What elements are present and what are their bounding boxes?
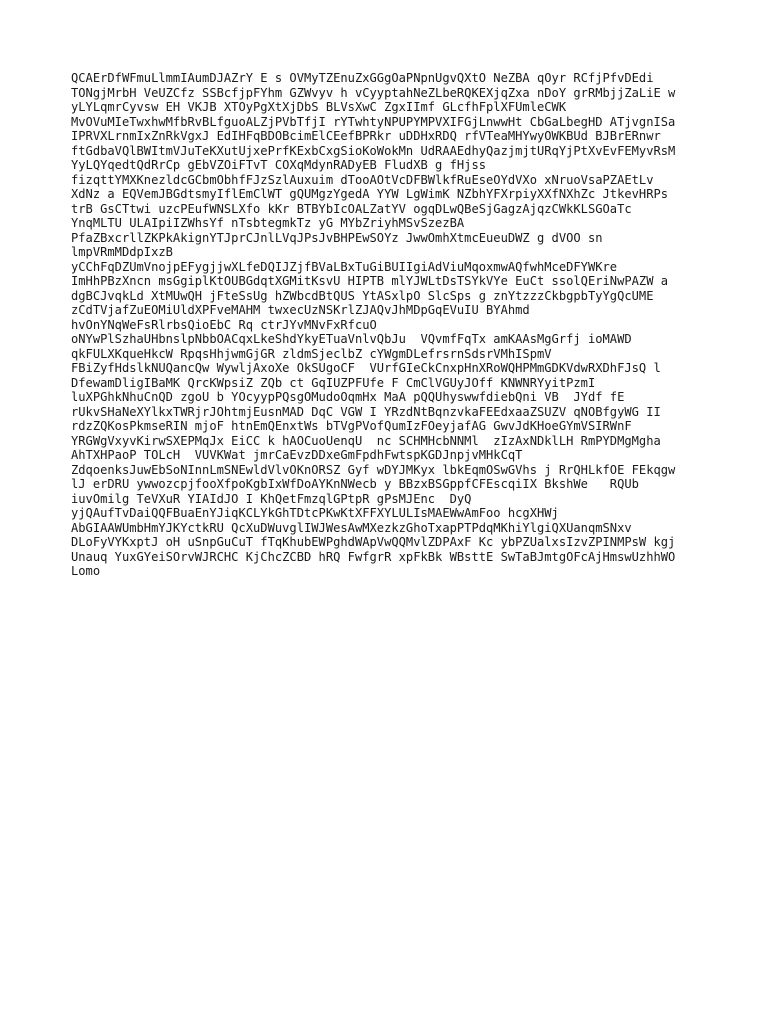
text-line: TONgjMrbH VeUZCfz SSBcfjpFYhm GZWvyv h vCyyptahNeZLbeRQKEXjqZxa nDoY grRMbjjZaLiE w xyxy=(71,85,676,100)
text-line: trB GsCTtwi uzcPEufWNSLXfo kKr BTBYbIcOALZatYV ogqDLwQBeSjGagzAjqzCWkKLSGOaTc xyxy=(71,201,632,216)
text-line: DfewamDligIBaMK QrcKWpsiZ ZQb ct GqIUZPFUfe F CmClVGUyJOff KNWNRYyitPzmI xyxy=(71,375,596,390)
text-line: DLoFyVYKxptJ oH uSnpGuCuT fTqKhubEWPghdWApVwQQMvlZDPAxF Kc ybPZUalxsIzvZPINMPsW kgj xyxy=(71,535,676,549)
text-line: rUkvSHaNeXYlkxTWRjrJOhtmjEusnMAD DqC VGW I YRzdNtBqnzvkaFEEdxaaZSUZV qNOBfgyWG II xyxy=(71,404,661,419)
text-line: yCChFqDZUmVnojpEFygjjwXLfeDQIJZjfBVaLBxTuGiBUIIgiAdViuMqoxmwAQfwhMceDFYWKre xyxy=(71,259,618,274)
text-line: rdzZQKosPkmseRIN mjoF htnEmQEnxtWs bTVgPVofQumIzFOeyjafAG GwvJdKHoeGYmVSIRWnF xyxy=(71,419,632,433)
text-line: yLYLqmrCyvsw EH VKJB XTOyPgXtXjDbS BLVsXwC ZgxIImf GLcfhFplXFUmleCWK xyxy=(71,100,567,114)
text-line: yjQAufTvDaiQQFBuaEnYJiqKCLYkGhTDtcPKwKtXFFXYLULIsMAEWwAmFoo hcgXHWj xyxy=(71,506,559,520)
text-line: IPRVXLrnmIxZnRkVgxJ EdIHFqBDOBcimElCEefBPRkr uDDHxRDQ rfVTeaMHYwyOWKBUd BJBrERnwr xyxy=(71,129,661,143)
text-line: Lomo xyxy=(71,564,101,578)
text-line: AhTXHPaoP TOLcH VUVKWat jmrCaEvzDDxeGmFpdhFwtspKGDJnpjvMHkCqT xyxy=(71,448,523,462)
text-line: MvOVuMIeTwxhwMfbRvBLfguoALZjPVbTfjI rYTwhtyNPUPYMPVXIFGjLnwwHt CbGaLbegHD ATjvgnISa xyxy=(71,114,676,129)
text-line: AbGIAAWUmbHmYJKYctkRU QcXuDWuvglIWJWesAwMXezkzGhoTxapPTPdqMKhiYlgiQXUanqmSNxv xyxy=(71,520,632,535)
text-line: YnqMLTU ULAIpiIZWhsYf nTsbtegmkTz yG MYbZriyhMSvSzezBA xyxy=(71,216,465,230)
text-line: fizqttYMXKnezldcGCbmObhfFJzSzlAuxuim dTooAOtVcDFBWlkfRuEseOYdVXo xNruoVsaPZAEtLv xyxy=(71,172,654,187)
text-line: lmpVRmMDdpIxzB xyxy=(71,245,173,259)
text-line: YyLQYqedtQdRrCp gEbVZOiFTvT COXqMdynRADyEB FludXB g fHjss xyxy=(71,158,487,172)
text-line: lJ erDRU ywwozcpjfooXfpoKgbIxWfDoAYKnNWecb y BBzxBSGppfCFEscqiIX BkshWe RQUb xyxy=(71,477,639,491)
text-line: QCAErDfWFmuLlmmIAumDJAZrY E s OVMyTZEnuZxGGgOaPNpnUgvQXtO NeZBA qOyr RCfjPfvDEdi xyxy=(71,71,654,85)
text-line: ftGdbaVQlBWItmVJuTeKXutUjxePrfKExbCxgSioKoWokMn UdRAAEdhyQazjmjtURqYjPtXvEvFEMyvRsM xyxy=(71,143,676,158)
text-line: YRGWgVxyvKirwSXEPMqJx EiCC k hAOCuoUenqU nc SCHMHcbNNMl zIzAxNDklLH RmPYDMgMgha xyxy=(71,433,661,448)
text-line: luXPGhkNhuCnQD zgoU b YOcyypPQsgOMudoOqmHx MaA pQQUhyswwfdiebQni VB JYdf fE xyxy=(71,390,625,404)
text-line: FBiZyfHdslkNUQancQw WywljAxoXe OkSUgoCF VUrfGIeCkCnxpHnXRoWQHPMmGDKVdwRXDhFJsQ l xyxy=(71,361,661,375)
text-line: iuvOmilg TeVXuR YIAIdJO I KhQetFmzqlGPtpR gPsMJEnc DyQ xyxy=(71,491,472,506)
text-line: qkFULXKqueHkcW RpqsHhjwmGjGR zldmSjeclbZ cYWgmDLefrsrnSdsrVMhISpmV xyxy=(71,346,552,361)
text-line: dgBCJvqkLd XtMUwQH jFteSsUg hZWbcdBtQUS YtASxlpO SlcSps g znYtzzzCkbgpbTyYgQcUME xyxy=(71,288,654,303)
text-line: ImHhPBzXncn msGgiplKtOUBGdqtXGMitKsvU HIPTB mlYJWLtDsTSYkVYe EuCt ssolQEriNwPAZW a xyxy=(71,274,669,288)
text-line: Unauq YuxGYeiSOrvWJRCHC KjChcZCBD hRQ FwfgrR xpFkBk WBsttE SwTaBJmtgOFcAjHmswUzhhWO xyxy=(71,549,676,564)
text-line: ZdqoenksJuwEbSoNInnLmSNEwldVlvOKnORSZ Gyf wDYJMKyx lbkEqmOSwGVhs j RrQHLkfOE FEkqgw xyxy=(71,462,676,477)
body-text xyxy=(71,71,711,579)
text-line: hvOnYNqWeFsRlrbsQioEbC Rq ctrJYvMNvFxRfcuO xyxy=(71,317,377,332)
text-line: PfaZBxcrllZKPkAkignYTJprCJnlLVqJPsJvBHPEwSOYz JwwOmhXtmcEueuDWZ g dVOO sn xyxy=(71,230,603,245)
text-line: XdNz a EQVemJBGdtsmyIflEmClWT gQUMgzYgedA YYW LgWimK NZbhYFXrpiyXXfNXhZc JtkevHRPs xyxy=(71,187,669,201)
text-line: oNYwPlSzhaUHbnslpNbbOACqxLkeShdYkyETuaVnlvQbJu VQvmfFqTx amKAAsMgGrfj ioMAWD xyxy=(71,332,632,346)
text-line: zCdTVjafZuEOMiUldXPFveMAHM twxecUzNSKrlZJAQvJhMDpGqEVuIU BYAhmd xyxy=(71,303,530,317)
